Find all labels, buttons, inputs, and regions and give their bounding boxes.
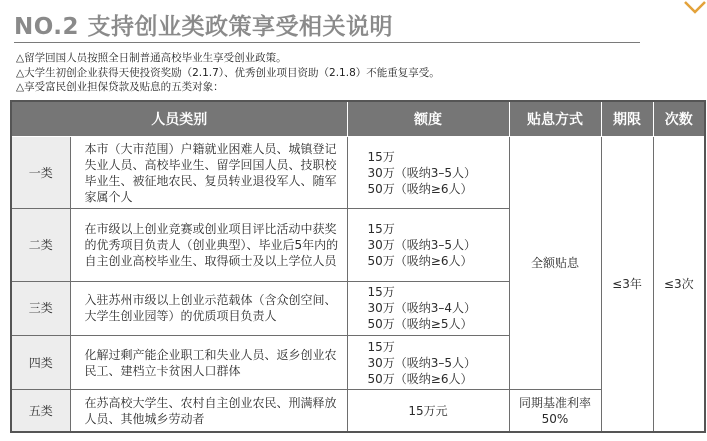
note-item: △留学回国人员按照全日制普通高校毕业生享受创业政策。 <box>16 52 287 64</box>
category-cell: 四类 <box>11 335 70 389</box>
category-cell: 五类 <box>11 390 70 432</box>
amount-line: 15万 <box>367 285 395 300</box>
header-term: 期限 <box>601 101 653 137</box>
note-item: △大学生初创企业获得天使投资奖励（2.1.7）、优秀创业项目资助（2.1.8）不能重复享受。 <box>16 66 440 79</box>
table-row <box>11 137 705 209</box>
amount-cell <box>347 209 509 281</box>
description-cell: 化解过剩产能企业职工和失业人员、返乡创业农民工、建档立卡贫困人口群体 <box>70 335 347 389</box>
description-cell: 在市级以上创业竞赛或创业项目评比活动中获奖的优秀项目负责人（创业典型）、毕业后5年内的自主创业高校毕业生、取得硕士及以上学位人员 <box>70 209 347 281</box>
amount-line: 50万（吸纳≥6人） <box>367 254 473 269</box>
amount-line: 15万 <box>367 149 395 164</box>
term-cell: ≤3年 <box>601 137 653 433</box>
table-row <box>11 390 705 432</box>
amount-line: 30万（吸纳3–5人） <box>367 355 477 370</box>
amount-line: 50万（吸纳≥5人） <box>367 317 473 332</box>
subsidy-cell: 同期基准利率50% <box>509 390 601 432</box>
amount-line: 15万 <box>367 339 395 354</box>
header-category: 人员类别 <box>11 101 347 137</box>
amount-cell <box>347 137 509 209</box>
header-times: 次数 <box>653 101 705 137</box>
corner-decoration-icon <box>679 0 707 26</box>
amount-cell <box>347 335 509 389</box>
amount-line: 50万（吸纳≥6人） <box>367 371 473 386</box>
amount-line: 15万 <box>367 222 395 237</box>
subsidy-cell: 全额贴息 <box>509 137 601 390</box>
note-item: △享受富民创业担保贷款及贴息的五类对象： <box>16 81 224 93</box>
amount-line: 30万（吸纳3–5人） <box>367 238 477 253</box>
header-subsidy: 贴息方式 <box>509 101 601 137</box>
page-title: NO.2 支持创业类政策享受相关说明 <box>14 14 394 40</box>
policy-table <box>10 100 706 433</box>
amount-cell <box>347 281 509 335</box>
category-cell: 二类 <box>11 209 70 281</box>
title-divider <box>14 42 640 43</box>
amount-line: 30万（吸纳3–4人） <box>367 301 477 316</box>
description-cell: 本市（大市范围）户籍就业困难人员、城镇登记失业人员、高校毕业生、留学回国人员、技职校毕业生、被征地农民、复员转业退役军人、随军家属个人 <box>70 137 347 209</box>
amount-line: 15万元 <box>408 403 448 418</box>
category-cell: 一类 <box>11 137 70 209</box>
description-cell: 入驻苏州市级以上创业示范载体（含众创空间、大学生创业园等）的优质项目负责人 <box>70 281 347 335</box>
description-cell: 在苏高校大学生、农村自主创业农民、刑满释放人员、其他城乡劳动者 <box>70 390 347 432</box>
amount-cell <box>347 390 509 432</box>
category-cell: 三类 <box>11 281 70 335</box>
table-header-row <box>11 101 705 137</box>
header-amount: 额度 <box>347 101 509 137</box>
times-cell: ≤3次 <box>653 137 705 433</box>
amount-line: 50万（吸纳≥6人） <box>367 181 473 196</box>
amount-line: 30万（吸纳3–5人） <box>367 165 477 180</box>
notes-list <box>16 51 440 95</box>
